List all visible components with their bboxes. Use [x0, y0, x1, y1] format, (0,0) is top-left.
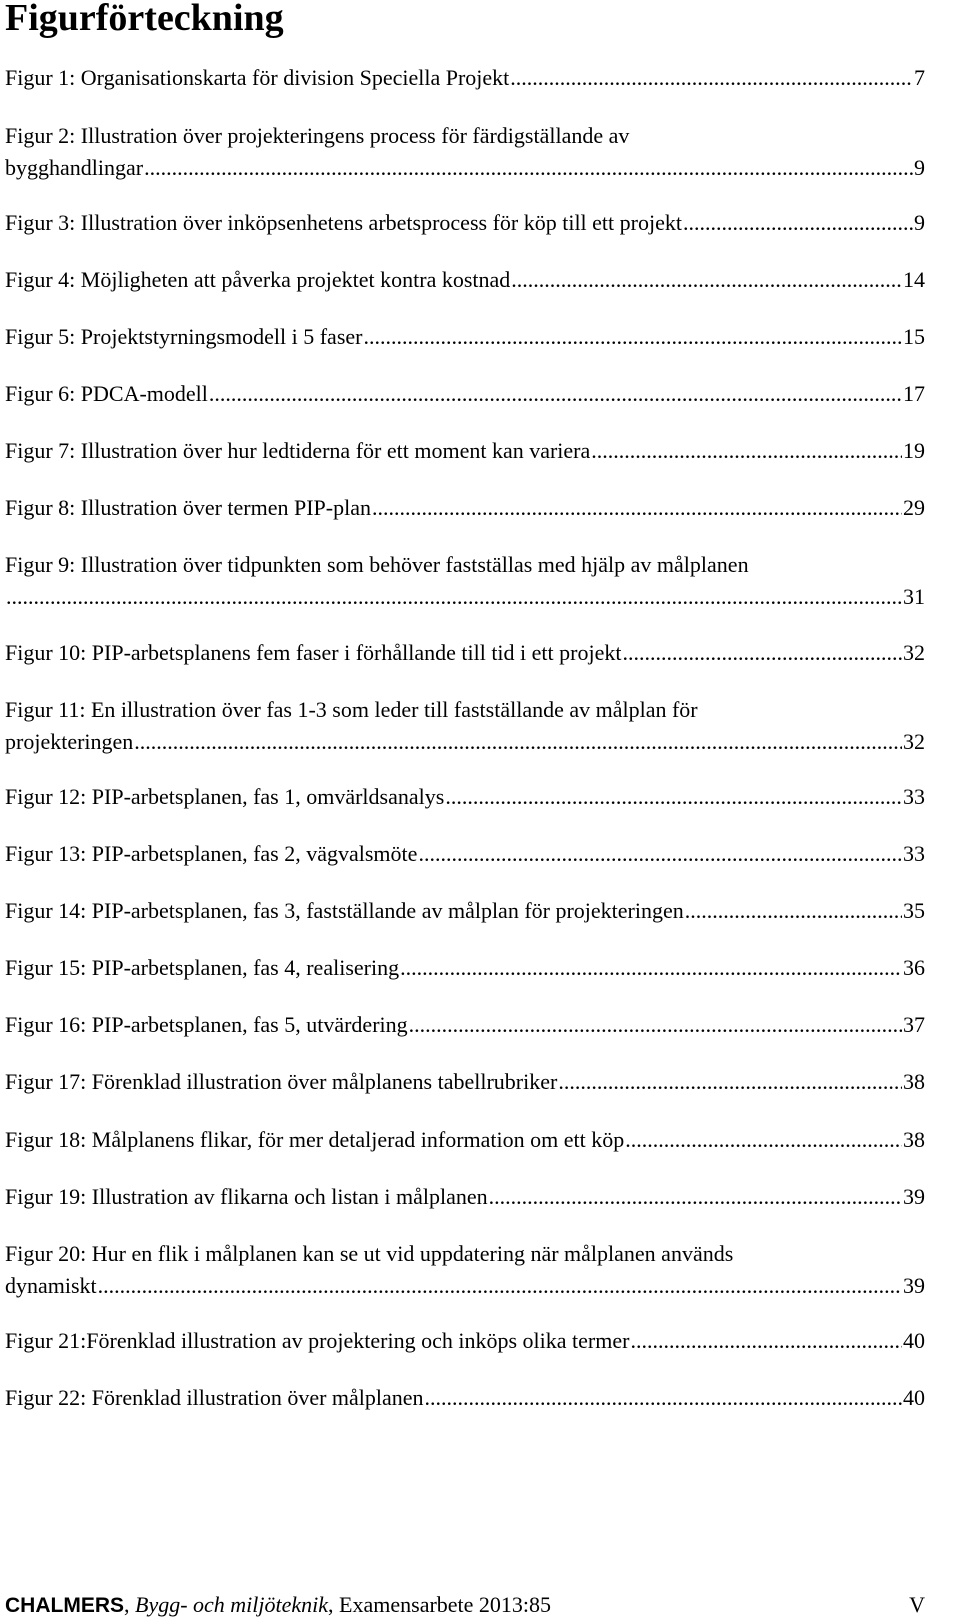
toc-entry[interactable]: [5, 781, 925, 813]
toc-entry[interactable]: [5, 895, 925, 927]
toc-entry-label: Figur 5: Projektstyrningsmodell i 5 faser: [5, 324, 363, 349]
toc-entry-label: projekteringen: [5, 729, 134, 754]
toc-entry[interactable]: [5, 1009, 925, 1041]
toc-entry-line: [5, 1382, 925, 1414]
toc-entry-page: 7: [914, 65, 925, 90]
toc-entry-page: 39: [903, 1273, 925, 1298]
toc-entry[interactable]: [5, 492, 925, 524]
toc-entry-page: 17: [903, 381, 925, 406]
footer-org: CHALMERS: [5, 1594, 124, 1617]
toc-entry-page: 40: [903, 1385, 925, 1410]
dot-leader: [409, 1009, 902, 1041]
toc-entry-line: [5, 637, 925, 669]
page-title: Figurförteckning: [5, 0, 284, 39]
toc-entry[interactable]: [5, 120, 925, 184]
footer-page-number: V: [909, 1592, 925, 1617]
dot-leader: [591, 435, 902, 467]
toc-entry-line: [5, 152, 925, 184]
toc-entry-line: [5, 581, 925, 613]
toc-entry-page: 38: [903, 1127, 925, 1152]
toc-entry-page: 40: [903, 1328, 925, 1353]
toc-entry-label: Figur 8: Illustration över termen PIP-plan: [5, 495, 371, 520]
footer-citation: [5, 1590, 551, 1621]
toc-entry[interactable]: [5, 952, 925, 984]
toc-entry-page: 37: [903, 1012, 925, 1037]
toc-entry-page: 38: [903, 1069, 925, 1094]
toc-entry-line: [5, 1270, 925, 1302]
toc-entry[interactable]: [5, 264, 925, 296]
toc-entry[interactable]: [5, 637, 925, 669]
footer-rest: , Examensarbete 2013:85: [328, 1592, 552, 1617]
toc-entry[interactable]: [5, 207, 925, 239]
toc-entry-label: Figur 13: PIP-arbetsplanen, fas 2, vägvalsmöte: [5, 841, 418, 866]
toc-entry-line: [5, 781, 925, 813]
dot-leader: [372, 492, 902, 524]
toc-entry-page: 39: [903, 1184, 925, 1209]
toc-entry[interactable]: [5, 1181, 925, 1213]
toc-entry-label: Figur 15: PIP-arbetsplanen, fas 4, realisering: [5, 955, 400, 980]
dot-leader: [425, 1382, 902, 1414]
toc-entry-label: Figur 22: Förenklad illustration över målplanen: [5, 1385, 424, 1410]
toc-entry-label: Figur 1: Organisationskarta för division Speciella Projekt: [5, 65, 510, 90]
toc-entry-label: Figur 21:Förenklad illustration av projektering och inköps olika termer: [5, 1328, 630, 1353]
toc-entry-line: [5, 1009, 925, 1041]
page-footer: [5, 1590, 925, 1621]
toc-entry-page: 32: [903, 729, 925, 754]
toc-entry-label: Figur 4: Möjligheten att påverka projektet kontra kostnad: [5, 267, 511, 292]
footer-dept: Bygg- och miljöteknik: [135, 1592, 329, 1617]
toc-entry[interactable]: [5, 435, 925, 467]
toc-entry-line: [5, 492, 925, 524]
toc-entry-line: [5, 895, 925, 927]
dot-leader: [418, 838, 902, 870]
toc-entry-page: 29: [903, 495, 925, 520]
toc-entry[interactable]: [5, 1124, 925, 1156]
toc-entry[interactable]: [5, 1325, 925, 1357]
toc-entry-page: 35: [903, 898, 925, 923]
toc-entry-label: Figur 10: PIP-arbetsplanens fem faser i förhållande till tid i ett projekt: [5, 640, 622, 665]
toc-entry[interactable]: [5, 694, 925, 758]
toc-entry-page: 33: [903, 841, 925, 866]
toc-entry-line: [5, 62, 925, 94]
dot-leader: [134, 726, 902, 758]
toc-entry-label: Figur 14: PIP-arbetsplanen, fas 3, fastställande av målplan för projekteringen: [5, 898, 684, 923]
footer-sep: ,: [124, 1592, 135, 1617]
toc-entry-page: 33: [903, 784, 925, 809]
toc-entry-page: 14: [903, 267, 925, 292]
toc-entry-line: [5, 1066, 925, 1098]
toc-entry-label: Figur 17: Förenklad illustration över målplanens tabellrubriker: [5, 1069, 558, 1094]
dot-leader: [511, 264, 902, 296]
toc-entry[interactable]: [5, 1382, 925, 1414]
dot-leader: [209, 378, 902, 410]
toc-entry[interactable]: [5, 1066, 925, 1098]
toc-entry-page: 36: [903, 955, 925, 980]
toc-entry-label: Figur 19: Illustration av flikarna och listan i målplanen: [5, 1184, 488, 1209]
dot-leader: [558, 1066, 902, 1098]
toc-entry-line: [5, 726, 925, 758]
dot-leader: [489, 1181, 902, 1213]
dot-leader: [144, 152, 913, 184]
toc-entry-line: [5, 838, 925, 870]
toc-entry[interactable]: [5, 838, 925, 870]
toc-entry-line: [5, 1325, 925, 1357]
dot-leader: [400, 952, 902, 984]
dot-leader: [685, 895, 902, 927]
toc-entry-page: 31: [903, 584, 925, 609]
toc-entry-label: Figur 18: Målplanens flikar, för mer detaljerad information om ett köp: [5, 1127, 625, 1152]
toc-entry-line: [5, 952, 925, 984]
dot-leader: [445, 781, 902, 813]
toc-entry-line: [5, 1124, 925, 1156]
dot-leader: [622, 637, 902, 669]
toc-entry-label: bygghandlingar: [5, 155, 144, 180]
dot-leader: [510, 62, 913, 94]
dot-leader: [625, 1124, 902, 1156]
toc-entry-label: Figur 6: PDCA-modell: [5, 381, 208, 406]
toc-entry[interactable]: [5, 549, 925, 613]
toc-entry-label: Figur 12: PIP-arbetsplanen, fas 1, omvärldsanalys: [5, 784, 445, 809]
toc-entry[interactable]: [5, 1238, 925, 1302]
toc-entry[interactable]: [5, 62, 925, 94]
toc-entry-label: Figur 16: PIP-arbetsplanen, fas 5, utvärdering: [5, 1012, 408, 1037]
toc-entry-line: [5, 321, 925, 353]
toc-entry-text: Figur 20: Hur en flik i målplanen kan se ut vid uppdatering när målplanen används: [5, 1241, 734, 1266]
toc-entry[interactable]: [5, 378, 925, 410]
toc-entry-text: Figur 11: En illustration över fas 1-3 som leder till fastställande av målplan för: [5, 697, 698, 722]
toc-entry-label: Figur 3: Illustration över inköpsenhetens arbetsprocess för köp till ett projekt: [5, 210, 682, 235]
toc-entry-line: [5, 435, 925, 467]
toc-entry-label: Figur 7: Illustration över hur ledtiderna för ett moment kan variera: [5, 438, 591, 463]
dot-leader: [6, 581, 902, 613]
dot-leader: [683, 207, 913, 239]
toc-entry-page: 9: [914, 155, 925, 180]
dot-leader: [363, 321, 902, 353]
dot-leader: [98, 1270, 902, 1302]
toc-entry-page: 32: [903, 640, 925, 665]
toc-entry-line: [5, 207, 925, 239]
toc-entry-page: 15: [903, 324, 925, 349]
toc-entry-line: [5, 1181, 925, 1213]
toc-entry[interactable]: [5, 321, 925, 353]
toc-entry-text: Figur 9: Illustration över tidpunkten som behöver fastställas med hjälp av målplanen: [5, 552, 749, 577]
toc-entry-page: 19: [903, 438, 925, 463]
dot-leader: [630, 1325, 902, 1357]
toc-entry-label: dynamiskt: [5, 1273, 97, 1298]
toc-entry-text: Figur 2: Illustration över projekteringens process för färdigställande av: [5, 123, 630, 148]
toc-entry-line: [5, 264, 925, 296]
toc-entry-line: [5, 378, 925, 410]
toc-entry-page: 9: [914, 210, 925, 235]
